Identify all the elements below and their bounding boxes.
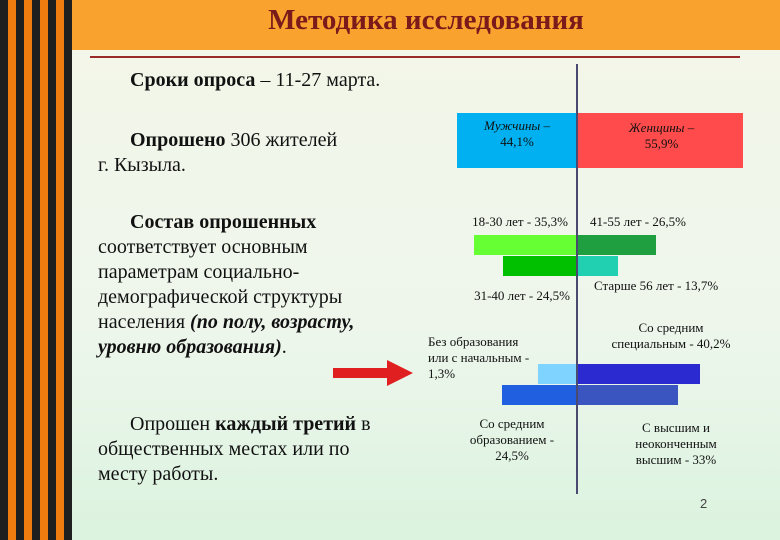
bar-age-18-30	[474, 235, 576, 255]
bar-age-31-40	[503, 256, 576, 276]
label-edu-none: Без образования или с начальным - 1,3%	[428, 334, 530, 381]
label-women: Женщины – 55,9%	[628, 120, 695, 151]
arrow-icon	[333, 358, 415, 393]
label-age-18-30: 18-30 лет - 35,3%	[472, 214, 568, 229]
label-edu-secondary: Со средним образованием - 24,5%	[469, 416, 555, 463]
bar-age-41-55	[578, 235, 656, 255]
title-underline	[90, 56, 740, 58]
page-number: 2	[700, 496, 708, 511]
label-age-31-40: 31-40 лет - 24,5%	[474, 288, 570, 303]
bar-age-56plus	[578, 256, 618, 276]
label-edu-special: Со средним специальным - 40,2%	[611, 320, 731, 351]
bar-edu-higher	[578, 385, 678, 405]
sample-composition: Состав опрошенных соответствует основным параметрам социально- демографической структуры населения (по полу, возрасту, уровню образования).	[98, 211, 355, 358]
label-age-56plus: Старше 56 лет - 13,7%	[594, 278, 719, 293]
bar-edu-none	[538, 364, 576, 384]
bar-edu-special	[578, 364, 700, 384]
bar-edu-secondary	[502, 385, 576, 405]
st-george-ribbon	[0, 0, 72, 540]
every-third-note: Опрошен каждый третий в общественных местах или по месту работы.	[98, 413, 371, 485]
label-age-41-55: 41-55 лет - 26,5%	[590, 214, 686, 229]
label-edu-higher: С высшим и неоконченным высшим - 33%	[635, 420, 717, 467]
surveyed-count: Опрошено 306 жителей г. Кызыла.	[98, 129, 338, 176]
survey-dates: Сроки опроса – 11-27 марта.	[130, 69, 381, 91]
slide-title: Методика исследования	[268, 4, 584, 36]
label-men: Мужчины – 44,1%	[484, 118, 550, 149]
